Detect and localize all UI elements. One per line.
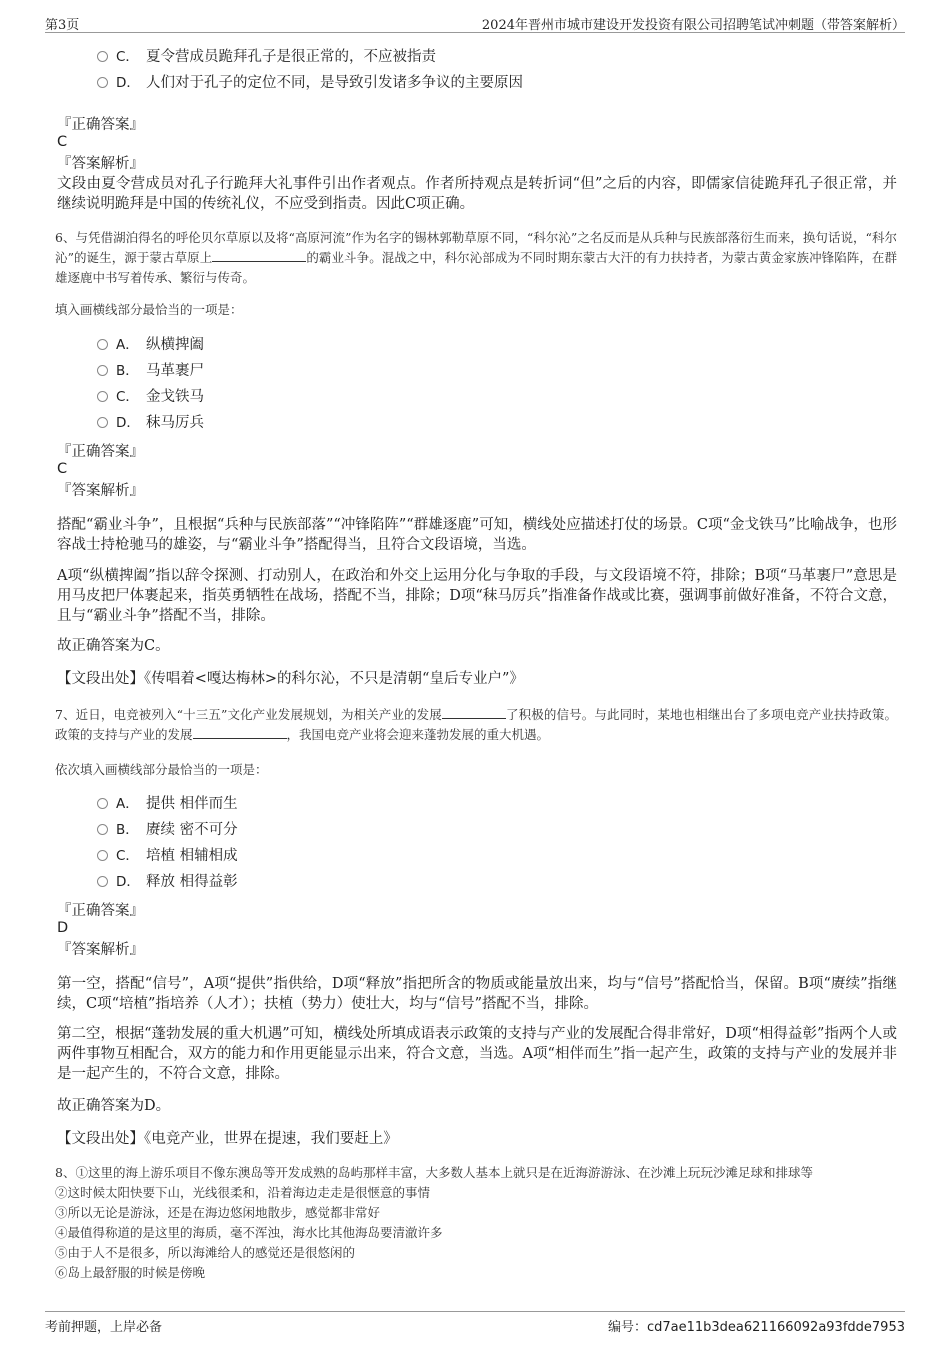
- q6-analysis-3: 故正确答案为C。: [57, 638, 170, 654]
- q6-analysis-label: 『答案解析』: [57, 483, 144, 499]
- q6-analysis-2: A项“纵横捭阖”指以辞令探测、打动别人，在政治和外交上运用分化与争取的手段，与文段语境不符，排除；B项“马革裹尸”意思是用马皮把尸体裹起来，指英勇牺牲在战场，搭配不当，排除；D项“秣马厉兵”指准备作战或比赛，强调事前做好准备，不符合文意，且与“霸业斗争”搭配不当，排除。: [57, 568, 897, 624]
- q7-analysis-1: 第一空，搭配“信号”，A项“提供”指供给，D项“释放”指把所含的物质或能量放出来，均与“信号”搭配恰当，保留。B项“赓续”指继续，C项“培植”指培养（人才）；扶植（势力）使壮大，均与“信号”搭配不当，排除。: [57, 976, 897, 1012]
- radio-icon[interactable]: [97, 77, 108, 88]
- radio-icon[interactable]: [97, 391, 108, 402]
- page-footer: [45, 1311, 905, 1336]
- document-title: 2024年晋州市城市建设开发投资有限公司招聘笔试冲刺题（带答案解析）: [481, 18, 905, 33]
- q6-prompt: 填入画横线部分最恰当的一项是：: [55, 302, 243, 317]
- q8-sentence-2: ②这时候太阳快要下山，光线很柔和，沿着海边走走是很惬意的事情: [55, 1185, 431, 1200]
- q5-answer-label: 『正确答案』: [57, 117, 144, 133]
- radio-icon[interactable]: [97, 824, 108, 835]
- q7-option-c[interactable]: C． 培植 相辅相成: [97, 845, 238, 867]
- q5-option-d[interactable]: D． 人们对于孔子的定位不同，是导致引发诸多争议的主要原因: [97, 72, 523, 94]
- q7-option-d[interactable]: D． 释放 相得益彰: [97, 871, 238, 893]
- footer-slogan: 考前押题，上岸必备: [45, 1320, 163, 1335]
- radio-icon[interactable]: [97, 339, 108, 350]
- radio-icon[interactable]: [97, 876, 108, 887]
- q7-option-a[interactable]: A． 提供 相伴而生: [97, 793, 238, 815]
- q8-sentence-1: 8、①这里的海上游乐项目不像东澳岛等开发成熟的岛屿那样丰富，大多数人基本上就只是在近海游游泳、在沙滩上玩玩沙滩足球和排球等: [55, 1165, 813, 1180]
- answer-blank: [212, 249, 306, 262]
- q6-answer: C: [57, 461, 68, 477]
- q7-answer: D: [57, 920, 69, 936]
- q8-sentence-4: ④最值得称道的是这里的海质，毫不浑浊，海水比其他海岛要清澈许多: [55, 1225, 443, 1240]
- page-header: [45, 12, 905, 33]
- q5-answer: C: [57, 134, 68, 150]
- answer-blank: [442, 706, 506, 719]
- q7-analysis-label: 『答案解析』: [57, 942, 144, 958]
- q6-question-text: 6、与凭借湖泊得名的呼伦贝尔草原以及将“高原河流”作为名字的锡林郭勒草原不同，“科尔沁”之名反而是从兵种与民族部落衍生而来，换句话说，“科尔沁”的诞生，源于蒙古草原上 的霸业斗争。混战之中，科尔沁部成为不同时期东蒙古大汗的有力扶持者，为蒙古黄金家族冲锋陷阵，在群雄逐鹿中书写着传承、繁衍与传奇。: [55, 230, 897, 285]
- q5-option-c[interactable]: C． 夏令营成员跪拜孔子是很正常的，不应被指责: [97, 46, 436, 68]
- q6-option-c[interactable]: C． 金戈铁马: [97, 386, 204, 408]
- q6-answer-label: 『正确答案』: [57, 444, 144, 460]
- answer-blank: [193, 726, 287, 739]
- q5-analysis-label: 『答案解析』: [57, 156, 144, 172]
- q6-source: 【文段出处】《传唱着<嘎达梅林>的科尔沁，不只是清朝“皇后专业户”》: [57, 671, 524, 687]
- q6-option-d[interactable]: D． 秣马厉兵: [97, 412, 204, 434]
- q6-option-a[interactable]: A． 纵横捭阖: [97, 334, 204, 356]
- footer-code: 编号：cd7ae11b3dea621166092a93fdde7953: [607, 1320, 905, 1335]
- q7-prompt: 依次填入画横线部分最恰当的一项是：: [55, 762, 268, 777]
- page-number: 第3页: [45, 18, 80, 33]
- radio-icon[interactable]: [97, 365, 108, 376]
- q8-sentence-3: ③所以无论是游泳，还是在海边悠闲地散步，感觉都非常好: [55, 1205, 381, 1220]
- q7-answer-label: 『正确答案』: [57, 903, 144, 919]
- radio-icon[interactable]: [97, 417, 108, 428]
- q7-option-b[interactable]: B． 赓续 密不可分: [97, 819, 238, 841]
- q7-analysis-2: 第二空，根据“蓬勃发展的重大机遇”可知，横线处所填成语表示政策的支持与产业的发展配合得非常好，D项“相得益彰”指两个人或两件事物互相配合，双方的能力和作用更能显示出来，符合文意，当选。A项“相伴而生”指一起产生，政策的支持与产业的发展并非是一起产生的，不符合文意，排除。: [57, 1026, 897, 1082]
- q7-source: 【文段出处】《电竞产业，世界在提速，我们要赶上》: [57, 1131, 398, 1147]
- q6-analysis-1: 搭配“霸业斗争”，且根据“兵种与民族部落”“冲锋陷阵”“群雄逐鹿”可知，横线处应描述打仗的场景。C项“金戈铁马”比喻战争，也形容战士持枪驰马的雄姿，与“霸业斗争”搭配得当，且符合文段语境，当选。: [57, 517, 897, 553]
- q7-analysis-3: 故正确答案为D。: [57, 1098, 171, 1114]
- radio-icon[interactable]: [97, 850, 108, 861]
- q5-analysis: 文段由夏令营成员对孔子行跪拜大礼事件引出作者观点。作者所持观点是转折词“但”之后的内容，即儒家信徒跪拜孔子很正常，并继续说明跪拜是中国的传统礼仪，不应受到指责。因此C项正确。: [57, 176, 897, 212]
- radio-icon[interactable]: [97, 798, 108, 809]
- q8-sentence-5: ⑤由于人不是很多，所以海滩给人的感觉还是很悠闲的: [55, 1245, 356, 1260]
- radio-icon[interactable]: [97, 51, 108, 62]
- q8-sentence-6: ⑥岛上最舒服的时候是傍晚: [55, 1265, 206, 1280]
- q7-question-text: 7、近日，电竞被列入“十三五”文化产业发展规划，为相关产业的发展 了积极的信号。与此同时，某地也相继出台了多项电竞产业扶持政策。政策的支持与产业的发展 ，我国电竞产业将会迎来蓬勃发展的重大机遇。: [55, 707, 897, 742]
- q6-option-b[interactable]: B． 马革裹尸: [97, 360, 204, 382]
